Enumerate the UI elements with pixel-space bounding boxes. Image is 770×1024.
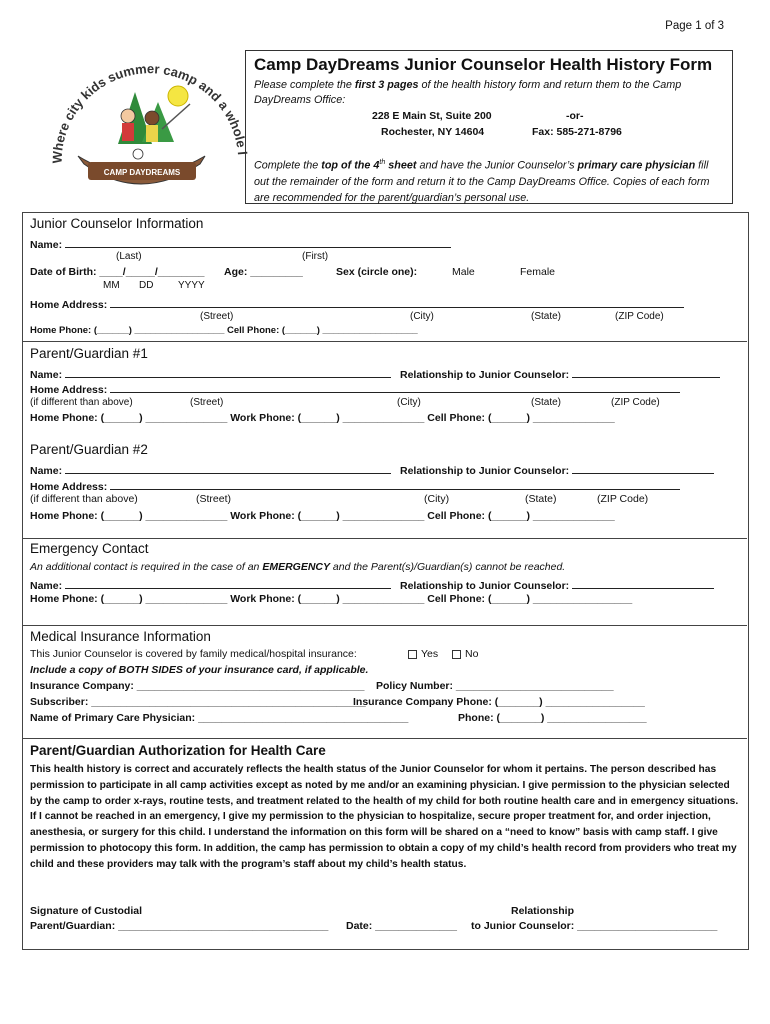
- or-label: -or-: [566, 110, 584, 122]
- page-number: Page 1 of 3: [665, 20, 724, 32]
- zip-label: (ZIP Code): [615, 311, 664, 322]
- camp-logo: [40, 44, 250, 204]
- svg-text:Where city kids summer camp an: [40, 44, 250, 164]
- divider: [22, 538, 747, 539]
- insurance-covered-question: This Junior Counselor is covered by family medical/hospital insurance:: [30, 648, 357, 660]
- emergency-relationship-row: Relationship to Junior Counselor:: [400, 577, 714, 592]
- city-label: (City): [410, 311, 434, 322]
- emergency-relationship-field[interactable]: [572, 577, 714, 589]
- insurance-company-field[interactable]: Insurance Company: _______________________________________: [30, 680, 365, 692]
- pg1-name-row: Name:: [30, 366, 391, 381]
- fax-number: Fax: 585-271-8796: [532, 126, 622, 138]
- emergency-phones-field[interactable]: Home Phone: (______) ______________ Work Phone: (______) ______________ Cell Phone: (______) _________________: [30, 593, 633, 605]
- pg2-relationship-row: Relationship to Junior Counselor:: [400, 462, 714, 477]
- policy-number-field[interactable]: Policy Number: ___________________________: [376, 680, 614, 692]
- logo-badge-text: CAMP DAYDREAMS: [103, 168, 181, 177]
- emergency-section-title: Emergency Contact: [30, 541, 149, 556]
- signer-relationship-field[interactable]: to Junior Counselor: ________________________: [471, 920, 718, 932]
- last-label: (Last): [116, 251, 142, 262]
- pg2-name-field[interactable]: [65, 462, 391, 474]
- pg2-relationship-field[interactable]: [572, 462, 714, 474]
- insurance-section-title: Medical Insurance Information: [30, 629, 211, 644]
- signature-label: Signature of Custodial: [30, 905, 143, 917]
- dd-label: DD: [139, 280, 154, 291]
- relationship-label: Relationship: [511, 905, 575, 917]
- intro-text: Please complete the first 3 pages of the health history form and return them to the Camp DayDreams Office:: [254, 79, 682, 106]
- physician-name-field[interactable]: Name of Primary Care Physician: ____________________________________: [30, 712, 409, 724]
- pg2-phones-field[interactable]: Home Phone: (______) ______________ Work Phone: (______) ______________ Cell Phone: (______) ______________: [30, 510, 615, 522]
- logo-arc-text: Where city kids summer camp and a whole l: [49, 61, 250, 164]
- office-address-line1: 228 E Main St, Suite 200: [372, 110, 492, 122]
- authorization-body: This health history is correct and accurately reflects the health status of the Junior Counselor for whom it pertains. The person described has permission to participate in all camp activities except as noted by me and/or an examining physician. I give permission to the physician selected by the camp to order x-rays, routine tests, and treatment related to the health of my child for both routine health care and in emergency situations. If I cannot be reached in an emergency, I give my permission to the physician to hospitalize, secure proper treatment for, and order injection, anesthesia, or surgery for this child. I understand the information on this form will be shared on a “need to know” basis with camp staff. I give permission to photocopy this form. In addition, the camp has permission to obtain a copy of my child’s health record from providers who treat my child and these providers may talk with the program’s staff about my child’s health status.: [30, 764, 739, 870]
- pg2-name-row: Name:: [30, 462, 391, 477]
- instructions-text: Complete the top of the 4th sheet and have the Junior Counselor’s primary care physician fill out the remainder of the form and return it to the Camp DayDreams Office. Copies of each form are recommended for the parent/guardian’s personal use.: [254, 159, 710, 204]
- physician-phone-field[interactable]: Phone: (_______) _________________: [458, 712, 647, 724]
- pg1-section-title: Parent/Guardian #1: [30, 346, 148, 361]
- sex-label: Sex (circle one):: [336, 266, 418, 278]
- insurance-yes-checkbox[interactable]: Yes: [408, 648, 438, 660]
- divider: [22, 738, 747, 739]
- subscriber-field[interactable]: Subscriber: _______________________________________________: [30, 696, 366, 708]
- dob-field[interactable]: Date of Birth: ____/_____/________: [30, 266, 205, 278]
- pg1-address-field[interactable]: [110, 381, 680, 393]
- junior-address-row: Home Address:: [30, 296, 684, 311]
- authorization-section-title: Parent/Guardian Authorization for Health Care: [30, 743, 326, 758]
- junior-name-field[interactable]: [65, 236, 451, 248]
- junior-phones-field[interactable]: Home Phone: (______) _________________ Cell Phone: (______) __________________: [30, 325, 418, 336]
- pg1-relationship-field[interactable]: [572, 366, 720, 378]
- yyyy-label: YYYY: [178, 280, 205, 291]
- junior-address-field[interactable]: [110, 296, 684, 308]
- date-field[interactable]: Date: ______________: [346, 920, 457, 932]
- pg2-zip-label: (ZIP Code): [597, 493, 649, 505]
- state-label: (State): [531, 311, 562, 322]
- insurance-card-note: Include a copy of BOTH SIDES of your insurance card, if applicable.: [30, 664, 369, 676]
- emergency-name-row: Name:: [30, 577, 391, 592]
- junior-section-title: Junior Counselor Information: [30, 216, 204, 231]
- pg1-address-row: Home Address:: [30, 381, 680, 396]
- age-field[interactable]: Age: _________: [224, 266, 303, 278]
- pg2-street-label: (Street): [196, 493, 232, 505]
- pg1-zip-label: (ZIP Code): [611, 397, 660, 408]
- pg2-section-title: Parent/Guardian #2: [30, 442, 148, 457]
- pg2-city-label: (City): [424, 493, 450, 505]
- checkbox-icon: [408, 650, 417, 659]
- pg2-address-row: Home Address:: [30, 478, 680, 493]
- pg1-street-label: (Street): [190, 397, 224, 408]
- form-title: Camp DayDreams Junior Counselor Health History Form: [254, 55, 713, 74]
- pg2-address-field[interactable]: [110, 478, 680, 490]
- junior-name-row: Name:: [30, 236, 451, 251]
- divider: [22, 341, 747, 342]
- pg1-phones-field[interactable]: Home Phone: (______) ______________ Work Phone: (______) ______________ Cell Phone: (______) ______________: [30, 412, 615, 424]
- street-label: (Street): [200, 311, 234, 322]
- emergency-name-field[interactable]: [65, 577, 391, 589]
- logo-graphic: [40, 44, 250, 204]
- insurance-company-phone-field[interactable]: Insurance Company Phone: (_______) _________________: [353, 696, 645, 708]
- pg1-name-field[interactable]: [65, 366, 391, 378]
- signature-field[interactable]: Parent/Guardian: ____________________________________: [30, 920, 329, 932]
- pg1-city-label: (City): [397, 397, 421, 408]
- pg2-if-different-label: (if different than above): [30, 493, 138, 505]
- mm-label: MM: [103, 280, 120, 291]
- pg1-relationship-row: Relationship to Junior Counselor:: [400, 366, 720, 381]
- pg2-state-label: (State): [525, 493, 557, 505]
- first-label: (First): [302, 251, 329, 262]
- pg1-state-label: (State): [531, 397, 562, 408]
- office-address-line2: Rochester, NY 14604: [381, 126, 485, 138]
- sex-female-option[interactable]: Female: [520, 266, 556, 278]
- divider: [22, 625, 747, 626]
- emergency-note: An additional contact is required in the case of an EMERGENCY and the Parent(s)/Guardian(s) cannot be reached.: [30, 561, 566, 573]
- pg1-if-different-label: (if different than above): [30, 397, 133, 408]
- sex-male-option[interactable]: Male: [452, 266, 475, 278]
- checkbox-icon: [452, 650, 461, 659]
- insurance-no-checkbox[interactable]: No: [452, 648, 478, 660]
